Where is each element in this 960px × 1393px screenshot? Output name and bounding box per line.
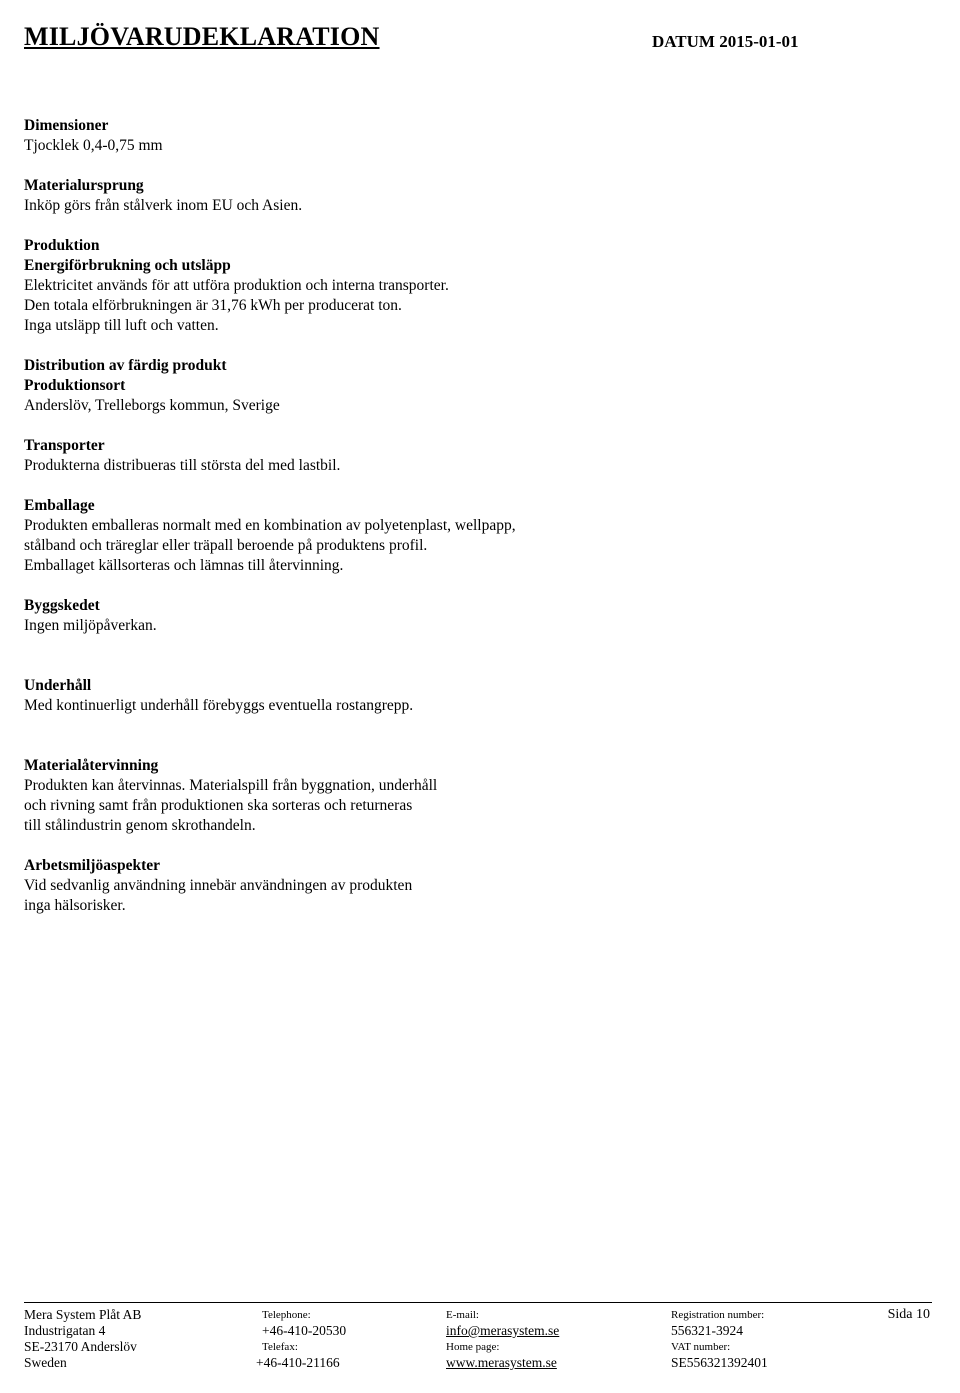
document-title: MILJÖVARUDEKLARATION <box>24 22 380 51</box>
section-underhall <box>24 676 924 716</box>
section-heading: Transporter <box>24 437 105 454</box>
section-text: Inköp görs från stålverk inom EU och Asien. <box>24 197 303 214</box>
section-text: Den totala elförbrukningen är 31,76 kWh per producerat ton. <box>24 297 402 314</box>
footer-vat: SE556321392401 <box>671 1355 768 1370</box>
section-emballage <box>24 496 924 576</box>
section-text: Emballaget källsorteras och lämnas till återvinning. <box>24 557 344 574</box>
section-text: Anderslöv, Trelleborgs kommun, Sverige <box>24 397 280 414</box>
section-text: till stålindustrin genom skrothandeln. <box>24 817 256 834</box>
footer-registration: 556321-3924 <box>671 1323 743 1338</box>
section-distribution <box>24 356 924 416</box>
footer-homepage-link[interactable]: www.merasystem.se <box>446 1355 557 1370</box>
section-text: Med kontinuerligt underhåll förebyggs eventuella rostangrepp. <box>24 697 414 714</box>
section-text: Produkten emballeras normalt med en kombination av polyetenplast, wellpapp, <box>24 517 516 534</box>
section-heading: Emballage <box>24 497 95 514</box>
section-text: Ingen miljöpåverkan. <box>24 617 157 634</box>
footer-email-label: E-mail: <box>446 1309 479 1321</box>
section-materialatervinning <box>24 756 924 836</box>
footer-telefax-label: Telefax: <box>262 1341 298 1353</box>
footer-phone-col <box>256 1307 347 1371</box>
footer-address <box>24 1307 141 1371</box>
section-subheading: Produktionsort <box>24 377 126 394</box>
section-text: Tjocklek 0,4-0,75 mm <box>24 137 163 154</box>
section-text: och rivning samt från produktionen ska sorteras och returneras <box>24 797 413 814</box>
section-text: Inga utsläpp till luft och vatten. <box>24 317 219 334</box>
footer-city: SE-23170 Anderslöv <box>24 1339 137 1354</box>
section-text: Vid sedvanlig användning innebär användningen av produkten <box>24 877 413 894</box>
footer-email-link[interactable]: info@merasystem.se <box>446 1323 560 1338</box>
section-text: Elektricitet används för att utföra produktion och interna transporter. <box>24 277 449 294</box>
section-byggskedet <box>24 596 924 636</box>
document-date: DATUM 2015-01-01 <box>652 32 799 51</box>
section-text: stålband och träreglar eller träpall beroende på produktens profil. <box>24 537 428 554</box>
section-dimensioner <box>24 116 924 156</box>
footer-homepage-label: Home page: <box>446 1341 500 1353</box>
section-produktion <box>24 236 924 336</box>
section-heading: Materialursprung <box>24 177 144 194</box>
footer-telephone: +46-410-20530 <box>262 1323 347 1338</box>
section-heading: Produktion <box>24 237 100 254</box>
section-text: inga hälsorisker. <box>24 897 126 914</box>
page-footer <box>24 1302 932 1370</box>
section-transporter <box>24 436 924 476</box>
section-heading: Arbetsmiljöaspekter <box>24 857 161 874</box>
footer-country: Sweden <box>24 1355 67 1370</box>
page-header <box>24 20 930 60</box>
footer-registration-label: Registration number: <box>671 1309 765 1321</box>
footer-street: Industrigatan 4 <box>24 1323 106 1338</box>
section-text: Produkten kan återvinnas. Materialspill från byggnation, underhåll <box>24 777 438 794</box>
footer-company: Mera System Plåt AB <box>24 1307 142 1322</box>
document-body <box>24 116 924 936</box>
footer-web-col <box>446 1307 559 1371</box>
section-heading: Dimensioner <box>24 117 109 134</box>
section-heading: Materialåtervinning <box>24 757 159 774</box>
footer-vat-label: VAT number: <box>671 1341 731 1353</box>
section-heading: Byggskedet <box>24 597 100 614</box>
footer-telephone-label: Telephone: <box>262 1309 311 1321</box>
section-heading: Distribution av färdig produkt <box>24 357 227 374</box>
section-subheading: Energiförbrukning och utsläpp <box>24 257 231 274</box>
section-text: Produkterna distribueras till största del med lastbil. <box>24 457 341 474</box>
section-heading: Underhåll <box>24 677 92 694</box>
footer-telefax: +46-410-21166 <box>256 1355 340 1370</box>
footer-registration-col <box>671 1307 768 1371</box>
page-number: Sida 10 <box>887 1307 930 1322</box>
section-materialursprung <box>24 176 924 216</box>
section-arbetsmiljoaspekter <box>24 856 924 916</box>
